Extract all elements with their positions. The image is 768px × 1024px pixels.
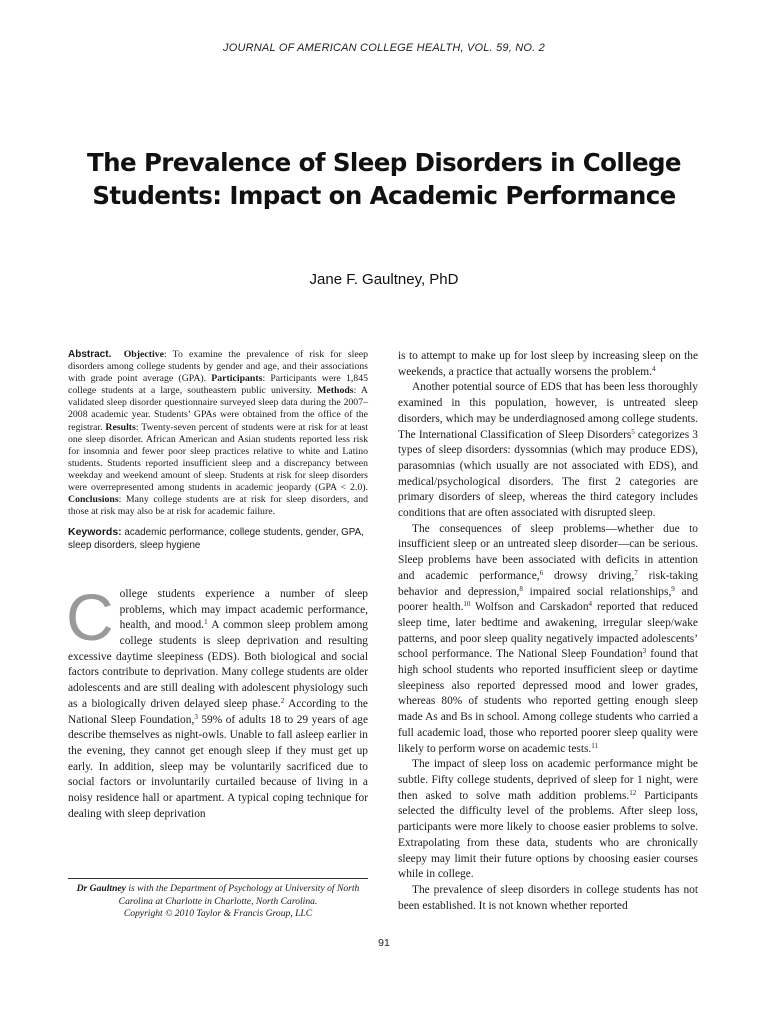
paragraph	[398, 883, 698, 914]
citation: 7	[634, 568, 638, 577]
objective-text: : To examine the prevalence of risk for sleep disorders among college students by gender and age, and their associations with grade point average (GPA).	[68, 349, 368, 385]
body-text: risk-taking behavior and depression,	[398, 569, 698, 598]
keywords	[68, 526, 368, 552]
citation: 10	[463, 600, 471, 609]
author-name: Jane F. Gaultney, PhD	[309, 271, 459, 288]
citation: 3	[194, 712, 198, 721]
citation: 3	[642, 647, 647, 656]
paragraph	[398, 757, 698, 883]
citation: 4	[588, 600, 593, 609]
right-column	[398, 349, 698, 914]
paragraph	[398, 380, 698, 521]
body-text: The impact of sleep loss on academic performance might be subtle. Fifty college students, deprived of sleep for 1 night, were then asked to solve math addition problems.	[398, 758, 698, 802]
conclusions-text: : Many college students are at risk for sleep disorders, and those at risk may also be at risk for academic failure.	[68, 494, 368, 518]
objective-label: Objective	[123, 349, 164, 360]
methods-text: : A validated sleep disorder questionnaire surveyed sleep data during the 2007–2008 academic year. Students’ GPAs were obtained from the office of the registrar.	[68, 385, 368, 433]
results-text: : Twenty-seven percent of students were at risk for at least one sleep disorder. African American and Asian students reported less risk for insomnia and fewer poor sleep practices relative to white and Latino students. Students reported insufficient sleep and a discrepancy between weekday and weekend amount of sleep. Students at risk for sleep disorders were overrepresented among students in academic jeopardy (GPA < 2.0).	[68, 421, 368, 494]
citation: 5	[631, 427, 635, 436]
copyright-notice: Copyright © 2010 Taylor & Francis Group, LLC	[123, 908, 313, 919]
intro-paragraph	[66, 579, 368, 823]
abstract-label: Abstract.	[68, 349, 112, 360]
body-text: is to attempt to make up for lost sleep by increasing sleep on the weekends, a practice that actually worsens the problem.	[398, 350, 698, 378]
participants-label: Participants	[211, 373, 263, 385]
running-head: JOURNAL OF AMERICAN COLLEGE HEALTH, VOL. 59, NO. 2	[223, 42, 545, 54]
results-label: Results	[105, 421, 136, 433]
citation: 6	[539, 568, 544, 577]
keywords-text: academic performance, college students, gender, GPA, sleep disorders, sleep hygiene	[68, 527, 364, 551]
body-text: found that high school students who reported insufficient sleep or daytime sleepiness also reported depressed mood and lower grades, whereas 80% of students who reported getting enough sleep made As and Bs in school. Among college students who carried a full academic load, those who reported poorer sleep quality were likely to perform worse on academic tests.	[398, 648, 699, 755]
citation: 8	[519, 584, 523, 593]
citation: 4	[651, 364, 656, 373]
article-title	[60, 146, 708, 212]
body-text: Another potential source of EDS that has been less thoroughly examined in this population, however, is untreated sleep disorders, which may be underdiagnosed among college students. The International Classification of Sleep Disorders	[398, 381, 698, 441]
citation: 12	[629, 788, 637, 797]
citation: 9	[671, 584, 675, 593]
conclusions-label: Conclusions	[68, 494, 119, 506]
body-text: The prevalence of sleep disorders in college students has not been established. It is not known whether reported	[398, 883, 698, 912]
drop-cap: C	[66, 579, 114, 654]
body-text: Wolfson and Carskadon	[470, 601, 589, 614]
citation: 1	[204, 618, 208, 627]
left-column	[68, 349, 368, 822]
title-line-1: The Prevalence of Sleep Disorders in College	[87, 148, 681, 177]
author-footnote	[68, 878, 368, 921]
page-number: 91	[378, 937, 390, 949]
citation: 11	[591, 741, 599, 750]
participants-text: : Participants were 1,845 college students at a large, southeastern public university.	[68, 373, 368, 397]
keywords-label: Keywords:	[68, 526, 122, 539]
body-text: reported that reduced sleep time, later bedtime and awakening, irregular sleep/wake patterns, and poor sleep quality negatively impacted adolescents’ school performance. The National Sleep Foundation	[398, 601, 698, 661]
body-text: Participants selected the difficulty level of the problems. After sleep loss, participants were more likely to choose easier problems to solve. Extrapolating from these data, students who are chronically sleepy may limit their future options by choosing easier courses while in college.	[398, 789, 698, 881]
footnote-author: Dr Gaultney	[76, 883, 126, 894]
paragraph	[398, 349, 698, 380]
footnote-text: is with the Department of Psychology at University of North Carolina at Charlotte in Charlotte, North Carolina.	[118, 883, 360, 907]
body-text: drowsy driving,	[543, 569, 635, 582]
body-text: ollege students experience a number of sleep problems, which may impact academic performance, health, and mood.	[119, 587, 368, 632]
methods-label: Methods	[317, 385, 354, 397]
paragraph	[398, 522, 698, 758]
body-text: 59% of adults 18 to 29 years of age describe themselves as night-owls. Unable to fall asleep earlier in the evening, they cannot get enough sleep if they must get up early. In addition, sleep may be voluntarily sacrificed due to social factors or involuntarily curtailed because of living in a noisy residence hall or apartment. A typical coping technique for dealing with sleep deprivation	[68, 713, 368, 820]
body-text: and poorer health.	[398, 585, 699, 614]
body-text: A common sleep problem among college students is sleep deprivation and resulting excessive daytime sleepiness (EDS). Both biological and social factors contribute to deprivation. Many college students are older adolescents and are still dealing with adolescent physiology such as a biologically driven delayed sleep phase.	[68, 619, 368, 710]
body-text: categorizes 3 types of sleep disorders: dyssomnias (which may produce EDS), parasomnias (which usually are not associated with EDS), and medical/psychological disorders. The first 2 categories are primary disorders of sleep, whereas the third category includes conditions that are often associated with disrupted sleep.	[398, 428, 698, 520]
body-text: impaired social relationships,	[522, 585, 672, 598]
body-text: The consequences of sleep problems—whether due to insufficient sleep or an untreated sleep disorder—can be serious. Sleep problems have been associated with deficits in attention and academic performance,	[398, 522, 698, 582]
body-text: According to the National Sleep Foundation,	[68, 697, 368, 726]
abstract	[68, 349, 368, 518]
citation: 2	[280, 696, 285, 705]
title-line-2: Students: Impact on Academic Performance	[92, 181, 676, 210]
